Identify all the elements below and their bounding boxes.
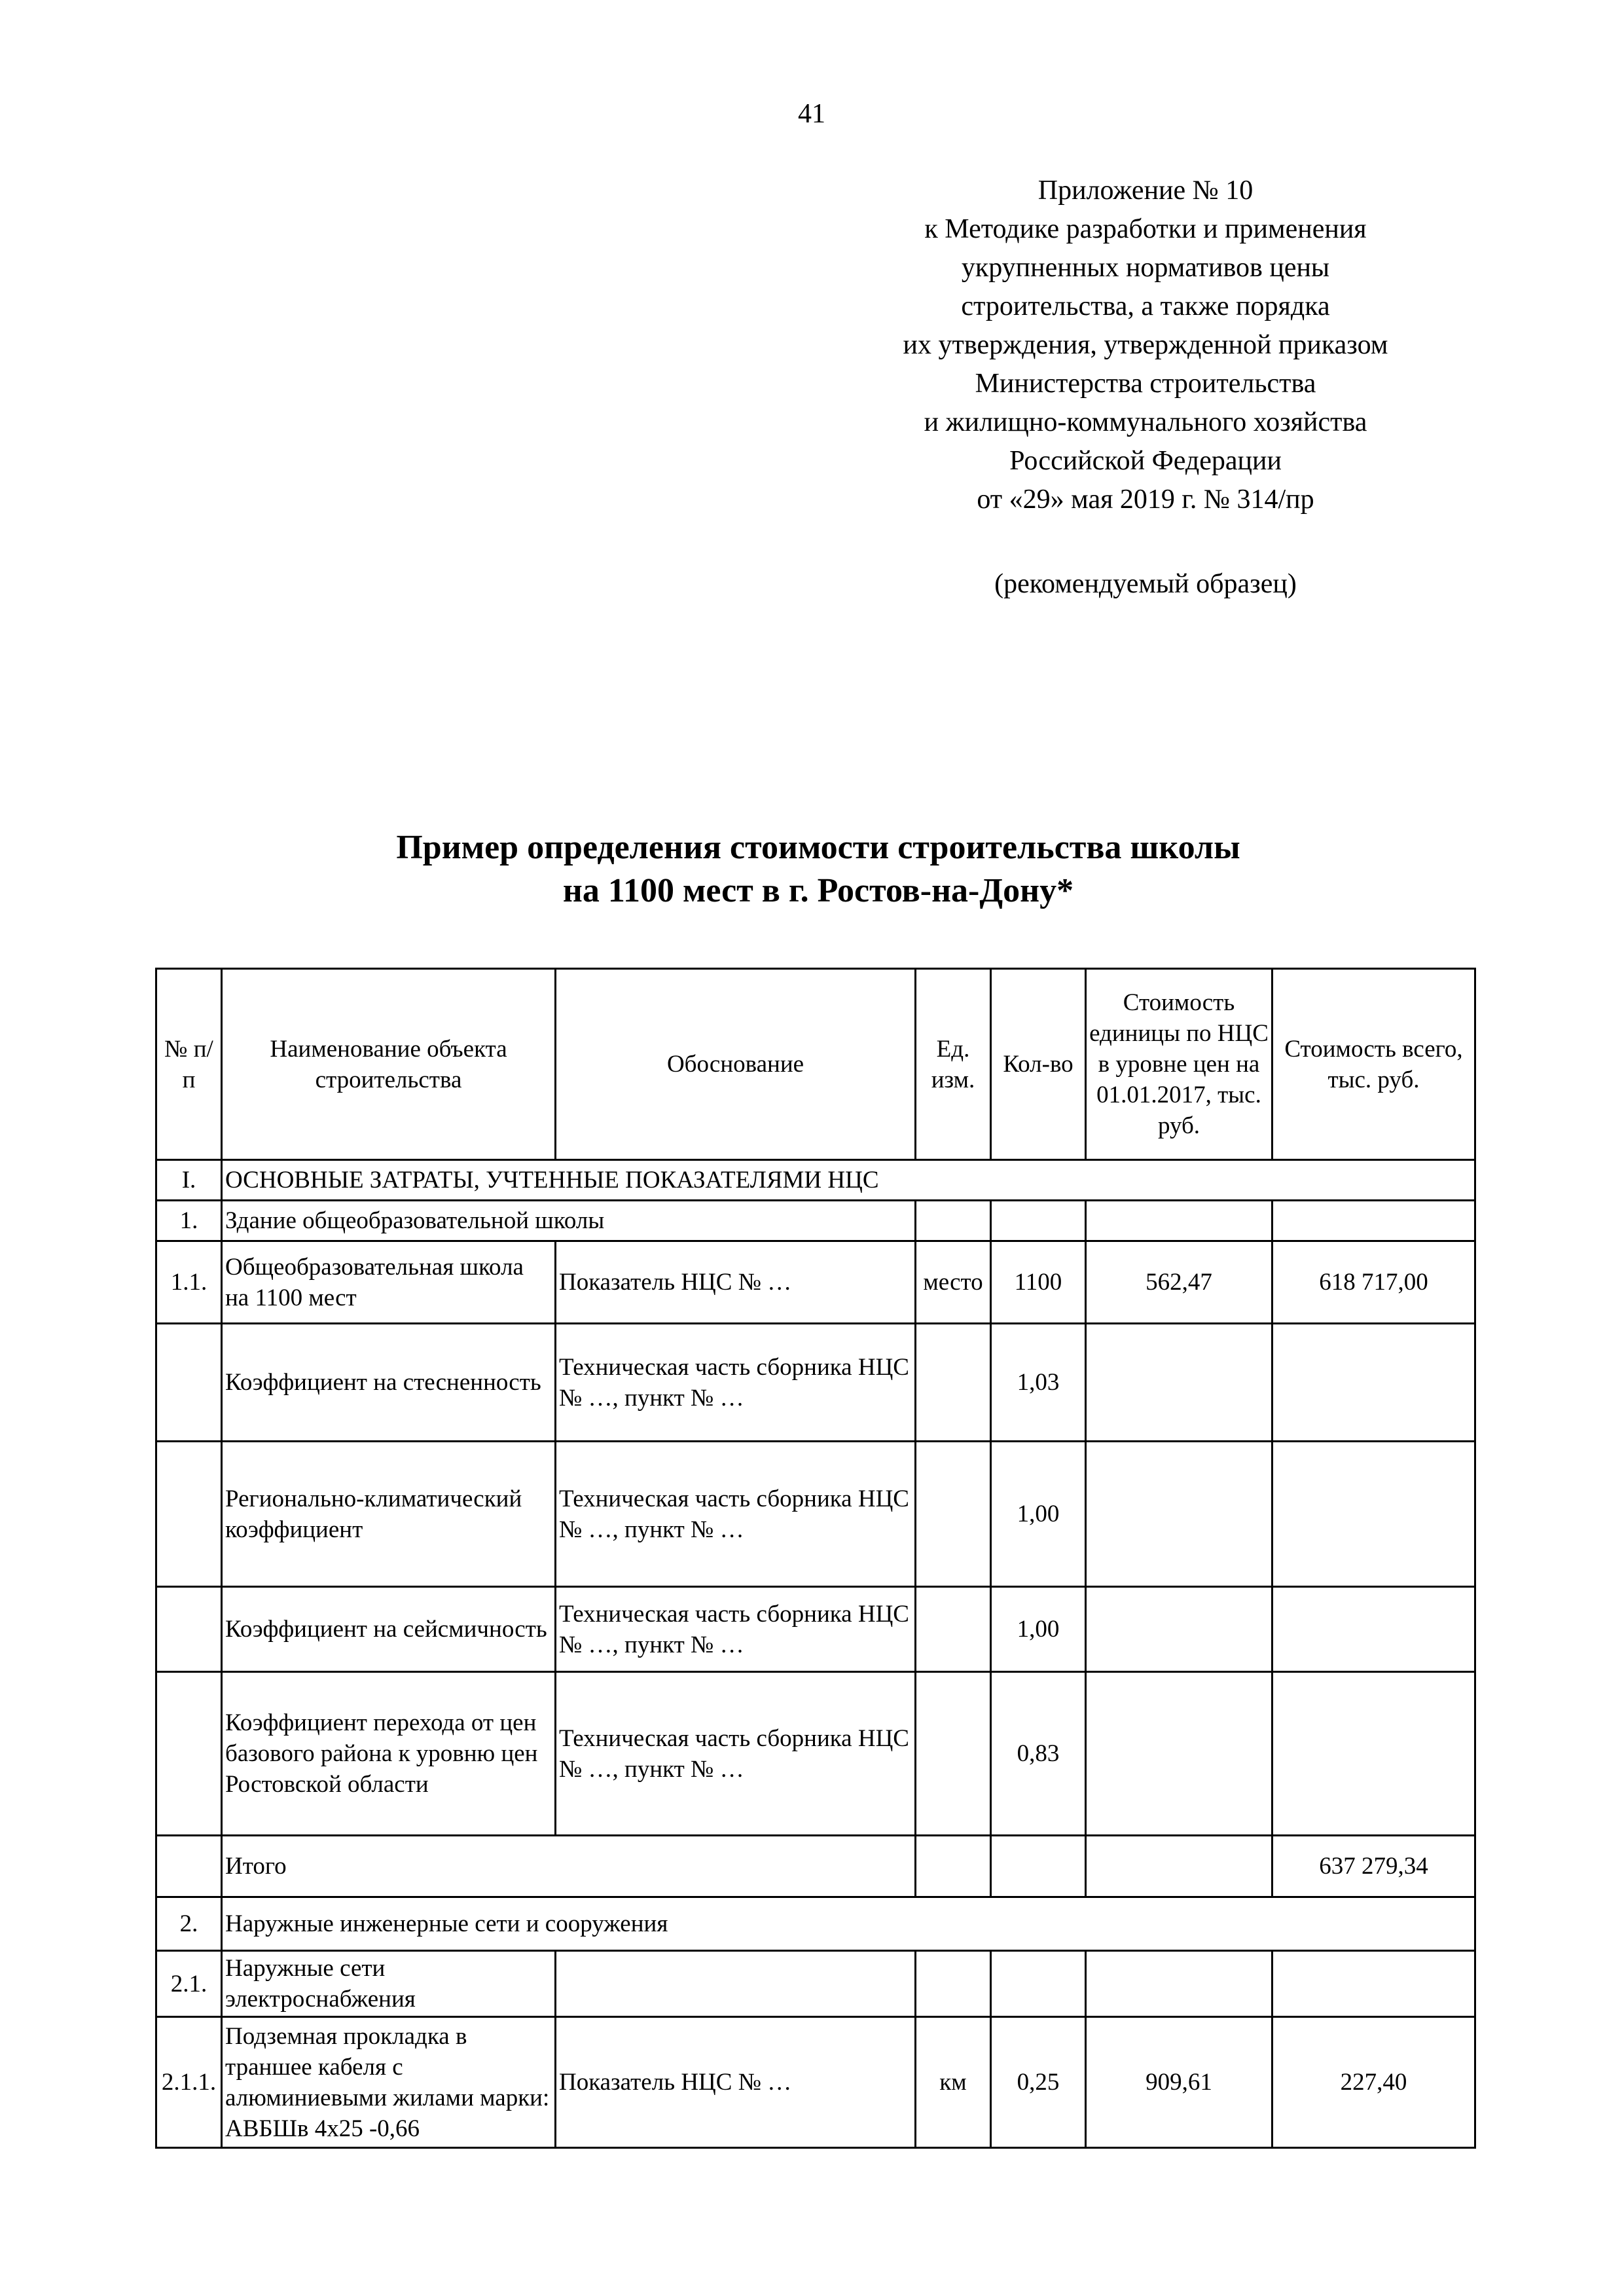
cell-name: Наружные инженерные сети и сооружения <box>222 1897 1475 1951</box>
cell-empty <box>1272 1672 1475 1836</box>
appendix-line: Приложение № 10 <box>1038 175 1254 206</box>
cell-num: 2. <box>156 1897 222 1951</box>
header-qty: Кол-во <box>991 969 1086 1160</box>
sample-note: (рекомендуемый образец) <box>994 569 1297 599</box>
page-number: 41 <box>798 99 825 129</box>
cell-empty <box>156 1587 222 1672</box>
appendix-line: от «29» мая 2019 г. № 314/пр <box>977 484 1314 515</box>
cell-name: Коэффициент на стесненность <box>222 1324 556 1442</box>
table-row <box>156 2017 1475 2148</box>
cell-qty: 1,00 <box>991 1442 1086 1587</box>
cell-empty <box>156 1324 222 1442</box>
title-line-1: Пример определения стоимости строительства школы <box>396 829 1240 866</box>
table-row <box>156 1201 1475 1241</box>
cell-empty <box>1272 1587 1475 1672</box>
cell-empty <box>916 1201 991 1241</box>
section-label: ОСНОВНЫЕ ЗАТРАТЫ, УЧТЕННЫЕ ПОКАЗАТЕЛЯМИ НЦС <box>222 1160 1475 1201</box>
cell-empty <box>916 1324 991 1442</box>
cell-empty <box>916 1672 991 1836</box>
cell-total: 618 717,00 <box>1272 1241 1475 1324</box>
cell-num: 2.1.1. <box>156 2017 222 2148</box>
cell-unit: км <box>916 2017 991 2148</box>
cell-num: I. <box>156 1160 222 1201</box>
header-name: Наименование объекта строительства <box>222 969 556 1160</box>
cell-basis: Техническая часть сборника НЦС № …, пункт № … <box>556 1324 916 1442</box>
cell-num: 1. <box>156 1201 222 1241</box>
appendix-line: и жилищно-коммунального хозяйства <box>924 407 1367 437</box>
cell-empty <box>1272 1324 1475 1442</box>
header-unit-cost: Стоимость единицы по НЦС в уровне цен на 01.01.2017, тыс. руб. <box>1086 969 1272 1160</box>
cell-qty: 0,25 <box>991 2017 1086 2148</box>
cell-basis: Техническая часть сборника НЦС № …, пункт № … <box>556 1587 916 1672</box>
cell-basis: Техническая часть сборника НЦС № …, пункт № … <box>556 1442 916 1587</box>
cell-empty <box>556 1951 916 2017</box>
cell-basis: Показатель НЦС № … <box>556 1241 916 1324</box>
section-row <box>156 1160 1475 1201</box>
cell-empty <box>991 1201 1086 1241</box>
cell-name: Здание общеобразовательной школы <box>222 1201 916 1241</box>
appendix-line: Министерства строительства <box>975 369 1316 399</box>
cell-num: 2.1. <box>156 1951 222 2017</box>
table-row <box>156 1324 1475 1442</box>
cell-empty <box>1272 1442 1475 1587</box>
table-row <box>156 1951 1475 2017</box>
cell-name: Наружные сети электроснабжения <box>222 1951 556 2017</box>
table-row <box>156 1241 1475 1324</box>
cell-qty: 1,03 <box>991 1324 1086 1442</box>
cell-empty <box>1272 1201 1475 1241</box>
cell-empty <box>916 1587 991 1672</box>
cost-table <box>155 968 1476 2149</box>
cell-name: Общеобразовательная школа на 1100 мест <box>222 1241 556 1324</box>
total-row <box>156 1836 1475 1897</box>
cell-empty <box>1272 1951 1475 2017</box>
cell-unit: место <box>916 1241 991 1324</box>
header-basis: Обоснование <box>556 969 916 1160</box>
cell-empty <box>156 1672 222 1836</box>
table-row <box>156 1897 1475 1951</box>
cell-name: Коэффициент перехода от цен базового района к уровню цен Ростовской области <box>222 1672 556 1836</box>
table-row <box>156 1672 1475 1836</box>
document-title <box>196 826 1440 913</box>
appendix-header <box>805 172 1486 519</box>
cell-empty <box>1086 1201 1272 1241</box>
cell-basis: Показатель НЦС № … <box>556 2017 916 2148</box>
cell-empty <box>916 1442 991 1587</box>
table-header-row <box>156 969 1475 1160</box>
cell-empty <box>1086 1951 1272 2017</box>
total-label: Итого <box>222 1836 916 1897</box>
cell-unit-cost: 909,61 <box>1086 2017 1272 2148</box>
cell-basis: Техническая часть сборника НЦС № …, пункт № … <box>556 1672 916 1836</box>
header-unit: Ед. изм. <box>916 969 991 1160</box>
table-row <box>156 1442 1475 1587</box>
cell-empty <box>916 1951 991 2017</box>
appendix-line: укрупненных нормативов цены <box>961 253 1330 283</box>
cell-empty <box>1086 1672 1272 1836</box>
header-total-cost: Стоимость всего, тыс. руб. <box>1272 969 1475 1160</box>
cell-qty: 1100 <box>991 1241 1086 1324</box>
cell-total: 227,40 <box>1272 2017 1475 2148</box>
total-value: 637 279,34 <box>1272 1836 1475 1897</box>
cell-empty <box>156 1836 222 1897</box>
appendix-line: к Методике разработки и применения <box>924 214 1367 244</box>
cell-empty <box>1086 1587 1272 1672</box>
title-line-2: на 1100 мест в г. Ростов-на-Дону* <box>562 872 1074 909</box>
cell-empty <box>1086 1442 1272 1587</box>
cell-num: 1.1. <box>156 1241 222 1324</box>
cell-empty <box>156 1442 222 1587</box>
cell-name: Подземная прокладка в траншее кабеля с алюминиевыми жилами марки: АВБШв 4х25 -0,66 <box>222 2017 556 2148</box>
cell-empty <box>1086 1324 1272 1442</box>
cell-empty <box>991 1951 1086 2017</box>
cell-empty <box>991 1836 1086 1897</box>
appendix-line: их утверждения, утвержденной приказом <box>903 330 1388 360</box>
header-num: № п/п <box>156 969 222 1160</box>
cell-name: Регионально-климатический коэффициент <box>222 1442 556 1587</box>
appendix-line: строительства, а также порядка <box>961 291 1330 321</box>
cell-name: Коэффициент на сейсмичность <box>222 1587 556 1672</box>
table-row <box>156 1587 1475 1672</box>
cell-unit-cost: 562,47 <box>1086 1241 1272 1324</box>
cell-qty: 1,00 <box>991 1587 1086 1672</box>
cell-empty <box>1086 1836 1272 1897</box>
appendix-line: Российской Федерации <box>1009 446 1282 476</box>
cell-qty: 0,83 <box>991 1672 1086 1836</box>
cell-empty <box>916 1836 991 1897</box>
